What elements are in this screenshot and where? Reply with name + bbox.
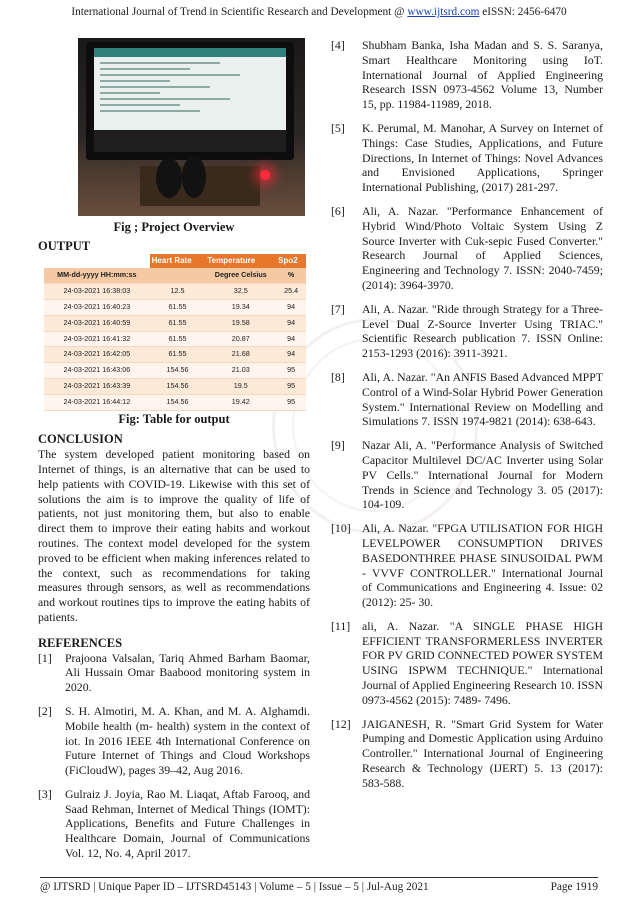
laptop-image xyxy=(86,42,294,160)
table-header-row xyxy=(44,254,306,269)
table-row xyxy=(44,378,306,394)
table-cell: 24-03-2021 16:44:12 xyxy=(44,394,150,410)
table-cell: 95 xyxy=(276,394,306,410)
reference-item xyxy=(331,370,603,429)
table-cell: 154.56 xyxy=(150,394,206,410)
reference-number: [2] xyxy=(38,703,52,718)
reference-number: [5] xyxy=(331,120,345,135)
reference-text: JAIGANESH, R. "Smart Grid System for Water Pumping and Domestic Application using Arduino Controller." International Journal of Engineering Research & Technology (IJERT) 5. 13 (2017): 583-588. xyxy=(362,716,603,790)
table-cell: 19.34 xyxy=(205,299,276,315)
header-issn: eISSN: 2456-6470 xyxy=(479,6,567,18)
journal-website-link[interactable]: www.ijtsrd.com xyxy=(407,6,480,18)
table-cell: 61.55 xyxy=(150,347,206,363)
table-cell: 21.68 xyxy=(205,347,276,363)
page-footer xyxy=(40,881,598,893)
reference-item xyxy=(331,204,603,293)
figure-caption: Fig ; Project Overview xyxy=(113,220,235,234)
table-caption: Fig: Table for output xyxy=(118,411,230,426)
laptop-screen xyxy=(94,48,286,152)
table-row xyxy=(44,347,306,363)
reference-number: [12] xyxy=(331,716,351,731)
table-cell: 61.55 xyxy=(150,315,206,331)
reference-text: K. Perumal, M. Manohar, A Survey on Internet of Things: Case Studies, Applications, and Future Directions, In Internet of Things: Novel Advances and Envisioned Applications, Springer International Publishing, (2017) 281-297. xyxy=(362,120,603,195)
table-cell: 94 xyxy=(276,347,306,363)
reference-text: Shubham Banka, Isha Madan and S. S. Saranya, Smart Healthcare Monitoring using IoT. International Journal of Applied Engineering Research ISSN 0973-4562 Volume 13, Number 15, pp. 11984-11989, 2018. xyxy=(362,38,603,112)
table-cell: 94 xyxy=(276,299,306,315)
references-heading: REFERENCES xyxy=(38,635,123,650)
table-cell: 24-03-2021 16:41:32 xyxy=(44,331,150,347)
reference-number: [1] xyxy=(38,650,52,665)
reference-text: Ali, A. Nazar. "Ride through Strategy for a Three-Level Dual Z-Source Inverter Using TRIAC." Scientific Research publication 7. ISSN Online: 2153-1293 (2016): 3911-3921. xyxy=(362,301,603,361)
table-cell: 24-03-2021 16:43:39 xyxy=(44,378,150,394)
table-cell: 154.56 xyxy=(150,363,206,379)
conclusion-paragraph: The system developed patient monitoring based on Internet of things, is an alternative that can be used to help patients with COVID-19. Likewise with this set of solutions the aim is to improve the quality of life of patients, not just monitoring them, but also to enable direct them to improve their eating habits and workout routines. The context model developed for the system proved to be efficient when making inferences related to the context, such as recommendations for taking measures through sensors, as well as recommendations and workout routines tips to improve the eating habits of patients. xyxy=(38,447,310,624)
capacitor-image xyxy=(182,156,206,198)
reference-item xyxy=(331,438,603,512)
table-cell: MM-dd-yyyy HH:mm:ss xyxy=(44,268,150,283)
table-row xyxy=(44,299,306,315)
reference-text: Ali, A. Nazar. "Performance Enhancement of Hybrid Wind/Photo Voltaic System Using Z Source Inverter with Cuk-sepic Fused Converter." Research Journal of Applied Sciences, Engineering and Technology 7. ISSN: 2040-7459; (2014): 3964-3970. xyxy=(362,203,603,292)
reference-text: Ali, A. Nazar. "An ANFIS Based Advanced MPPT Control of a Wind-Solar Hybrid Power Generation System." International Review on Modelling and Simulations 7. ISSN 1974-9821 (2014): 638-643. xyxy=(362,369,603,429)
reference-text: ali, A. Nazar. "A SINGLE PHASE HIGH EFFICIENT TRANSFORMERLESS INVERTER FOR PV GRID CONNECTED POWER SYSTEM USING ISPWM TECHNIQUE." International Journal of Applied Engineering Research 10. ISSN 0973-4562 (2015): 7489- 7496. xyxy=(362,618,603,707)
project-overview-photo xyxy=(78,38,305,216)
capacitor-image xyxy=(156,158,182,198)
table-cell: 20.87 xyxy=(205,331,276,347)
reference-text: S. H. Almotiri, M. A. Khan, and M. A. Alghamdi. Mobile health (m- health) system in the context of iot. In 2016 IEEE 4th International Conference on Future Internet of Things and Cloud Workshops (FiCloudW), pages 39–42, Aug 2016. xyxy=(65,703,310,778)
reference-text: Gulraiz J. Joyia, Rao M. Liaqat, Aftab Farooq, and Saad Rehman, Internet of Medical Things (IOMT): Applications, Benefits and Future Challenges in Healthcare Domain, Journal of Communications Vol. 12, No. 4, April 2017. xyxy=(65,786,310,861)
table-units-row xyxy=(44,268,306,283)
reference-number: [10] xyxy=(331,521,351,536)
reference-item xyxy=(38,704,310,778)
reference-text: Ali, A. Nazar. "FPGA UTILISATION FOR HIGH LEVELPOWER CONSUMPTION DRIVES BASEDONTHREE PHASE SINUSOIDAL PWM - VVVF CONTROLLER." International Journal of Communications and Engineering 4. Issue: 02 (2012): 25- 30. xyxy=(362,521,603,610)
table-cell xyxy=(150,268,206,283)
table-cell: 95 xyxy=(276,378,306,394)
output-table xyxy=(44,254,306,411)
table-row xyxy=(44,331,306,347)
table-row xyxy=(44,284,306,300)
reference-item xyxy=(331,121,603,195)
table-cell: 24-03-2021 16:40:59 xyxy=(44,315,150,331)
reference-number: [8] xyxy=(331,369,345,384)
table-cell: 94 xyxy=(276,331,306,347)
table-cell: 25.4 xyxy=(276,284,306,300)
table-cell: 21.03 xyxy=(205,363,276,379)
reference-item xyxy=(331,521,603,610)
table-row xyxy=(44,315,306,331)
table-cell: 19.5 xyxy=(205,378,276,394)
table-cell: 19.58 xyxy=(205,315,276,331)
table-cell: 94 xyxy=(276,315,306,331)
reference-item xyxy=(38,651,310,695)
footer-divider xyxy=(40,877,598,878)
table-header-cell: Heart Rate xyxy=(150,254,206,269)
reference-number: [4] xyxy=(331,38,345,52)
table-cell: % xyxy=(276,268,306,283)
output-heading: OUTPUT xyxy=(38,238,91,253)
table-header-cell xyxy=(44,254,150,269)
table-cell: 24-03-2021 16:38:03 xyxy=(44,284,150,300)
header-journal-name: International Journal of Trend in Scientific Research and Development @ xyxy=(71,6,408,18)
table-cell: 12.5 xyxy=(150,284,206,300)
reference-item xyxy=(331,38,603,112)
reference-text: Nazar Ali, A. "Performance Analysis of Switched Capacitor Multilevel DC/AC Inverter using Solar PV Cells." International Journal for Modern Trends in Science and Technology 3. 05 (2017): 104-109. xyxy=(362,438,603,512)
table-cell: 61.55 xyxy=(150,299,206,315)
table-header-cell: Spo2 xyxy=(276,254,306,269)
table-cell: 24-03-2021 16:40:23 xyxy=(44,299,150,315)
table-cell: 61.55 xyxy=(150,331,206,347)
left-column xyxy=(38,36,310,870)
reference-item xyxy=(331,302,603,361)
reference-number: [11] xyxy=(331,618,351,633)
reference-item xyxy=(331,619,603,708)
footer-paper-info: @ IJTSRD | Unique Paper ID – IJTSRD45143 | Volume – 5 | Issue – 5 | Jul-Aug 2021 xyxy=(40,881,429,893)
red-led xyxy=(260,170,270,180)
reference-item xyxy=(331,717,603,791)
table-cell: 24-03-2021 16:43:06 xyxy=(44,363,150,379)
table-cell: Degree Celsius xyxy=(205,268,276,283)
reference-item xyxy=(38,787,310,861)
reference-number: [9] xyxy=(331,438,345,453)
table-cell: 32.5 xyxy=(205,284,276,300)
table-row xyxy=(44,394,306,410)
reference-number: [6] xyxy=(331,203,345,218)
table-cell: 154.56 xyxy=(150,378,206,394)
table-header-cell: Temperature xyxy=(205,254,276,269)
right-column xyxy=(331,38,603,800)
conclusion-heading: CONCLUSION xyxy=(38,432,123,447)
running-header xyxy=(0,6,638,18)
reference-number: [3] xyxy=(38,786,52,801)
reference-text: Prajoona Valsalan, Tariq Ahmed Barham Baomar, Ali Hussain Omar Baabood monitoring system in 2020. xyxy=(65,650,310,695)
table-cell: 95 xyxy=(276,363,306,379)
reference-number: [7] xyxy=(331,301,345,316)
table-row xyxy=(44,363,306,379)
page-number: Page 1919 xyxy=(550,881,598,893)
table-cell: 19.42 xyxy=(205,394,276,410)
table-cell: 24-03-2021 16:42:05 xyxy=(44,347,150,363)
